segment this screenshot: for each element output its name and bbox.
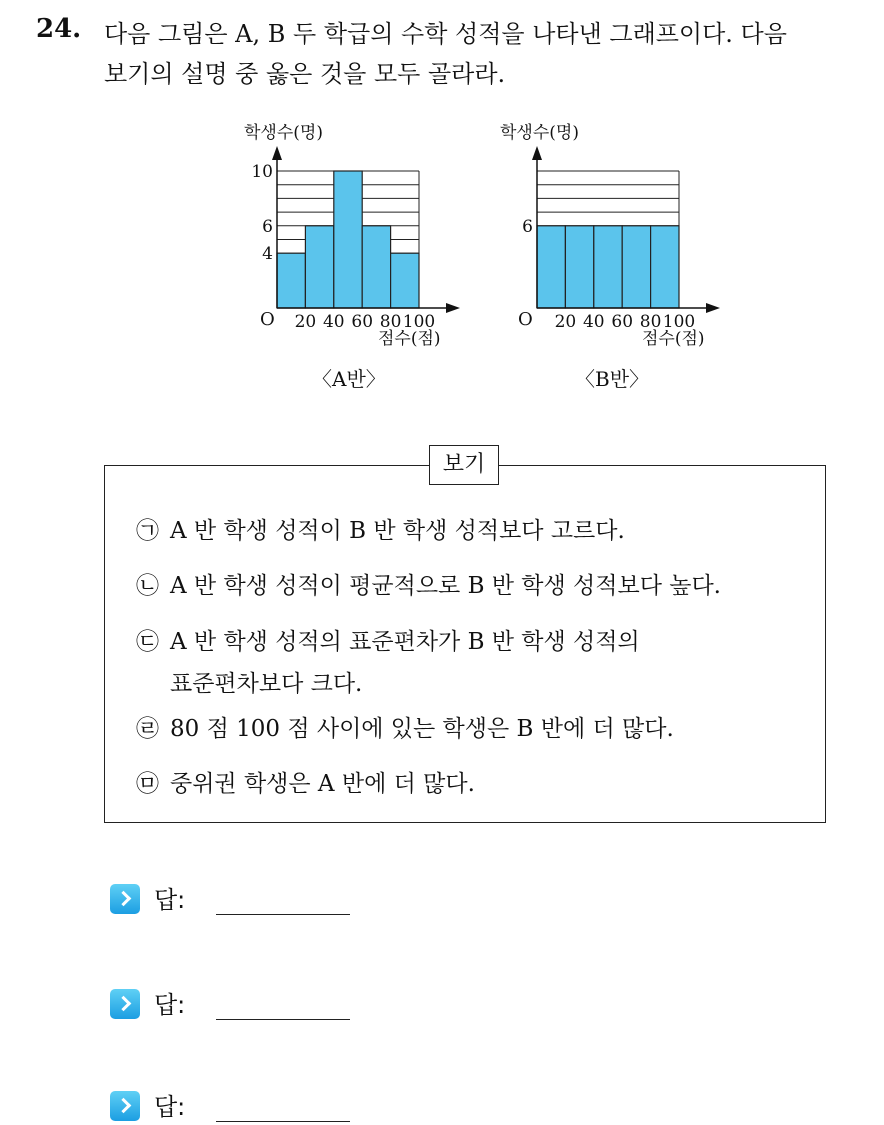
option-c — [136, 623, 640, 656]
question-number: 24. — [36, 14, 82, 44]
chart-b-caption: 〈B반〉 — [575, 367, 650, 391]
x-axis-arrow — [706, 303, 720, 313]
chevron-right-icon — [110, 989, 140, 1019]
x-tick-label: 100 — [662, 312, 696, 332]
histogram-class-b — [490, 116, 740, 349]
option-text: 80 점 100 점 사이에 있는 학생은 B 반에 더 많다. — [170, 716, 674, 742]
option-d — [136, 710, 674, 743]
origin-label: O — [518, 309, 533, 330]
x-tick-label: 60 — [611, 312, 634, 332]
bar — [622, 226, 650, 308]
option-marker: ㉤ — [136, 771, 159, 797]
question-text-line-2: 보기의 설명 중 옳은 것을 모두 골라라. — [104, 60, 506, 88]
bar — [537, 226, 565, 308]
answer-blank[interactable] — [216, 914, 350, 915]
x-tick-label: 80 — [639, 312, 662, 332]
bar — [594, 226, 622, 308]
y-tick-label: 4 — [262, 244, 273, 265]
y-axis-arrow — [532, 146, 542, 160]
option-c-continuation: 표준편차보다 크다. — [170, 671, 363, 697]
x-tick-label: 40 — [582, 312, 605, 332]
option-marker: ㉡ — [136, 573, 159, 599]
y-axis-arrow — [272, 146, 282, 160]
bar — [305, 226, 333, 308]
bar — [651, 226, 679, 308]
option-text: A 반 학생 성적이 평균적으로 B 반 학생 성적보다 높다. — [170, 573, 721, 599]
y-ticks — [251, 162, 273, 264]
answer-label: 답: — [154, 1093, 186, 1121]
histogram-class-a — [230, 116, 480, 349]
answer-blank[interactable] — [216, 1019, 350, 1020]
bar — [277, 253, 305, 308]
option-text: A 반 학생 성적의 표준편차가 B 반 학생 성적의 — [170, 629, 640, 655]
answer-label: 답: — [154, 886, 186, 914]
x-tick-label: 20 — [554, 312, 577, 332]
x-axis-arrow — [446, 303, 460, 313]
option-text: 중위권 학생은 A 반에 더 많다. — [170, 771, 475, 797]
bar — [565, 226, 593, 308]
chevron-right-icon — [110, 1091, 140, 1121]
question-text-line-1: 다음 그림은 A, B 두 학급의 수학 성적을 나타낸 그래프이다. 다음 — [104, 20, 787, 48]
x-tick-label: 40 — [322, 312, 345, 332]
bogi-title: 보기 — [429, 445, 499, 485]
bars — [537, 226, 679, 308]
option-e — [136, 765, 475, 798]
y-tick-label: 6 — [522, 216, 533, 237]
option-b — [136, 567, 721, 600]
y-axis-label: 학생수(명) — [244, 123, 323, 143]
chart-a-caption: 〈A반〉 — [312, 367, 386, 391]
y-axis-label: 학생수(명) — [500, 123, 579, 143]
option-marker: ㉣ — [136, 716, 159, 742]
x-tick-label: 100 — [402, 312, 436, 332]
y-tick-label: 10 — [251, 162, 273, 182]
y-ticks — [522, 217, 533, 237]
option-text: A 반 학생 성적이 B 반 학생 성적보다 고르다. — [170, 518, 625, 544]
origin-label: O — [260, 309, 275, 330]
option-marker: ㉠ — [136, 518, 159, 544]
x-axis-label: 점수(점) — [378, 329, 441, 349]
answer-blank[interactable] — [216, 1121, 350, 1122]
x-tick-label: 20 — [294, 312, 317, 332]
option-a — [136, 512, 625, 545]
x-tick-label: 80 — [379, 312, 402, 332]
x-axis-label: 점수(점) — [642, 329, 705, 349]
bar — [334, 171, 362, 308]
bar — [362, 226, 390, 308]
option-marker: ㉢ — [136, 629, 159, 655]
bar — [391, 253, 419, 308]
y-tick-label: 6 — [262, 216, 273, 237]
chevron-right-icon — [110, 884, 140, 914]
answer-label: 답: — [154, 991, 186, 1019]
x-tick-label: 60 — [351, 312, 374, 332]
